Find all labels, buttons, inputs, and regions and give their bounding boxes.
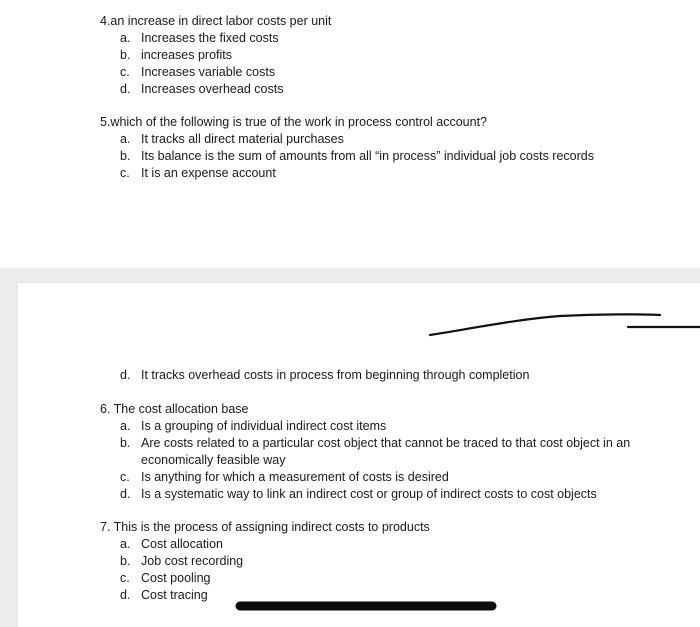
option-letter: b. bbox=[120, 149, 131, 163]
question-6-option-b bbox=[100, 435, 641, 469]
option-letter: a. bbox=[120, 419, 131, 433]
option-letter: a. bbox=[120, 537, 131, 551]
question-7 bbox=[100, 519, 430, 604]
option-text: It is an expense account bbox=[141, 166, 276, 180]
option-text: Increases overhead costs bbox=[141, 82, 284, 96]
question-4 bbox=[100, 13, 331, 98]
option-letter: c. bbox=[120, 470, 130, 484]
question-7-option-a bbox=[100, 536, 430, 553]
option-text: Cost pooling bbox=[141, 571, 211, 585]
option-text: Job cost recording bbox=[141, 554, 244, 568]
question-5-continued bbox=[100, 367, 529, 384]
option-letter: b. bbox=[120, 554, 131, 568]
question-6-stem: 6. The cost allocation base bbox=[100, 402, 249, 416]
option-text: Are costs related to a particular cost object that cannot be traced to that cost object in an economically feasible way bbox=[141, 436, 631, 467]
question-6 bbox=[100, 401, 641, 503]
question-5-option-c bbox=[100, 165, 594, 182]
option-letter: d. bbox=[120, 368, 131, 382]
option-text: Cost allocation bbox=[141, 537, 223, 551]
question-4-options bbox=[100, 30, 331, 98]
question-4-option-d bbox=[100, 81, 331, 98]
question-5-option-a bbox=[100, 131, 594, 148]
option-text: Increases variable costs bbox=[141, 65, 276, 79]
question-6-option-c bbox=[100, 469, 641, 486]
option-text: Cost tracing bbox=[141, 588, 208, 602]
question-5 bbox=[100, 114, 594, 182]
question-7-stem: 7. This is the process of assigning indirect costs to products bbox=[100, 520, 430, 534]
option-text: Its balance is the sum of amounts from all “in process” individual job costs records bbox=[141, 149, 594, 163]
question-6-option-a bbox=[100, 418, 641, 435]
question-5-option-b bbox=[100, 148, 594, 165]
option-letter: d. bbox=[120, 487, 131, 501]
question-5-options bbox=[100, 131, 594, 182]
option-text: It tracks overhead costs in process from beginning through completion bbox=[141, 368, 530, 382]
option-text: Increases the fixed costs bbox=[141, 31, 279, 45]
question-7-option-b bbox=[100, 553, 430, 570]
option-letter: a. bbox=[120, 132, 131, 146]
question-6-option-d bbox=[100, 486, 641, 503]
option-text: Is anything for which a measurement of costs is desired bbox=[141, 470, 449, 484]
option-text: Is a grouping of individual indirect cost items bbox=[141, 419, 387, 433]
option-letter: b. bbox=[120, 48, 131, 62]
question-7-options bbox=[100, 536, 430, 604]
question-7-option-c bbox=[100, 570, 430, 587]
question-5-option-d bbox=[100, 367, 529, 384]
question-5-stem: 5.which of the following is true of the work in process control account? bbox=[100, 115, 488, 129]
option-letter: d. bbox=[120, 82, 131, 96]
question-4-option-a bbox=[100, 30, 331, 47]
option-letter: a. bbox=[120, 31, 131, 45]
option-letter: b. bbox=[120, 436, 131, 450]
option-text: It tracks all direct material purchases bbox=[141, 132, 344, 146]
option-text: increases profits bbox=[141, 48, 233, 62]
option-letter: d. bbox=[120, 588, 131, 602]
question-4-option-c bbox=[100, 64, 331, 81]
option-letter: c. bbox=[120, 65, 130, 79]
option-letter: c. bbox=[120, 571, 130, 585]
question-6-options bbox=[100, 418, 641, 503]
question-4-option-b bbox=[100, 47, 331, 64]
option-letter: c. bbox=[120, 166, 130, 180]
question-5-options-continued bbox=[100, 367, 529, 384]
question-4-stem: 4.an increase in direct labor costs per unit bbox=[100, 14, 332, 28]
question-7-option-d bbox=[100, 587, 430, 604]
option-text: Is a systematic way to link an indirect cost or group of indirect costs to cost objects bbox=[141, 487, 597, 501]
